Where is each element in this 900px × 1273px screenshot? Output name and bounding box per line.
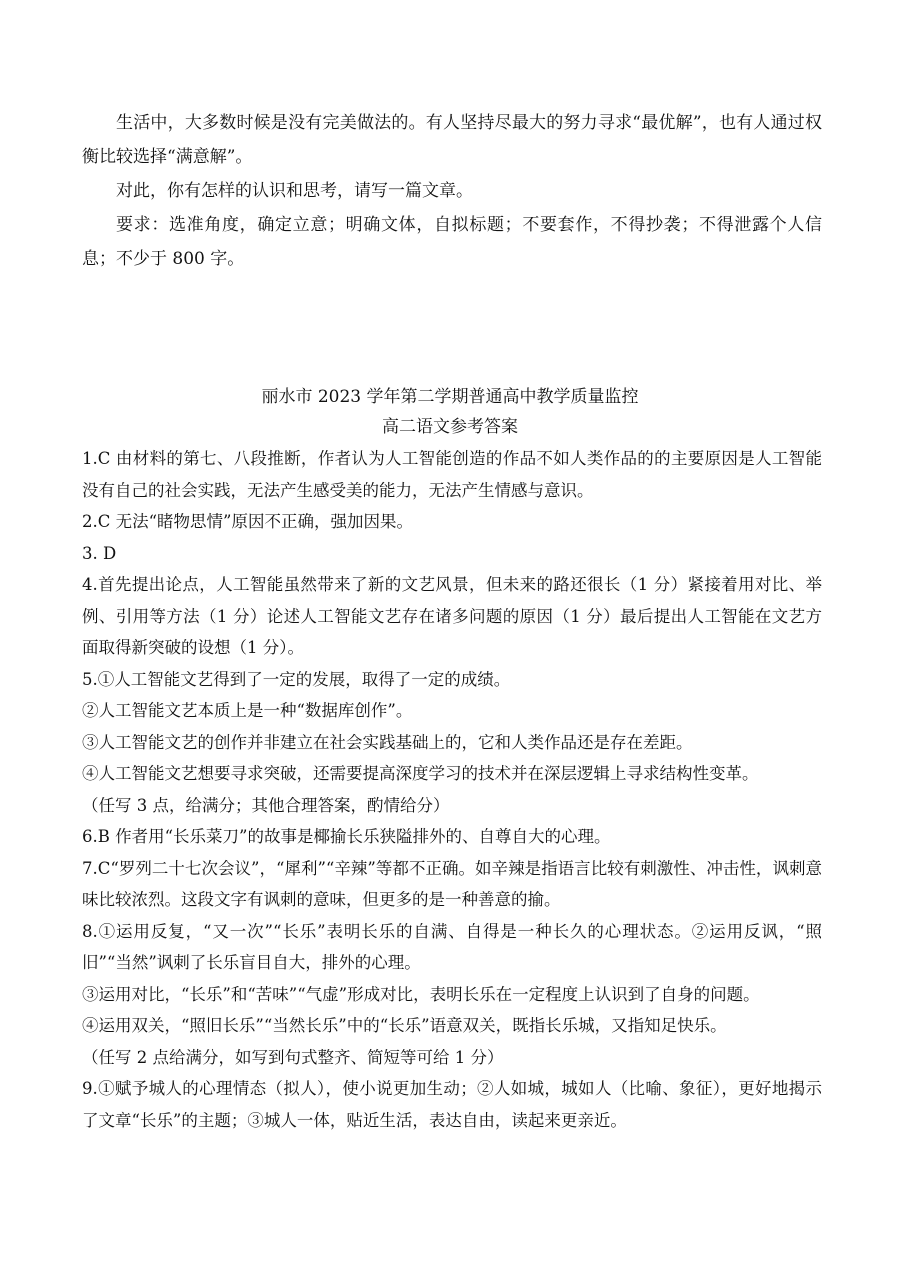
answer-note: （任写 2 点给满分，如写到句式整齐、简短等可给 1 分）: [82, 1047, 504, 1067]
answer-item: ④人工智能文艺想要寻求突破，还需要提高深度学习的技术并在深层逻辑上寻求结构性变革。: [82, 764, 759, 783]
answer-item: 7.C“罗列二十七次会议”，“犀利”“辛辣”等都不正确。如辛辣是指语言比较有刺激性、冲击性，讽刺意味比较浓烈。这段文字有讽刺的意味，但更多的是一种善意的揄。: [82, 858, 822, 909]
answer-list: [82, 443, 822, 1136]
answer-item: 9.①赋予城人的心理情态（拟人），使小说更加生动；②人如城，城如人（比喻、象征），更好地揭示了文章“长乐”的主题；③城人一体，贴近生活，表达自由，读起来更亲近。: [82, 1079, 822, 1130]
essay-prompt: [82, 106, 822, 276]
answer-item: 1.C 由材料的第七、八段推断，作者认为人工智能创造的作品不如人类作品的的主要原因是人工智能没有自己的社会实践，无法产生感受美的能力，无法产生情感与意识。: [82, 449, 822, 500]
answer-item: ③人工智能文艺的创作并非建立在社会实践基础上的，它和人类作品还是存在差距。: [82, 732, 693, 752]
prompt-paragraph: 生活中，大多数时候是没有完美做法的。有人坚持尽最大的努力寻求“最优解”，也有人通过权衡比较选择“满意解”。: [82, 113, 822, 167]
answer-note: （任写 3 点，给满分；其他合理答案，酌情给分）: [82, 795, 450, 815]
prompt-paragraph: 对此，你有怎样的认识和思考，请写一篇文章。: [116, 181, 473, 201]
answer-item: 5.①人工智能文艺得到了一定的发展，取得了一定的成绩。: [82, 669, 511, 689]
answer-key-heading: [0, 382, 900, 442]
prompt-requirements: 要求：选准角度，确定立意；明确文体，自拟标题；不要套作，不得抄袭；不得泄露个人信息；不少于 800 字。: [82, 215, 822, 269]
answer-item: ④运用双关，“照旧长乐”“当然长乐”中的“长乐”语意双关，既指长乐城，又指知足快乐。: [82, 1016, 727, 1035]
answer-key-title: 高二语文参考答案: [382, 417, 518, 437]
answer-item: 2.C 无法“睹物思情”原因不正确，强加因果。: [82, 512, 413, 531]
answer-item: 6.B 作者用“长乐菜刀”的故事是椰揄长乐狭隘排外的、自尊自大的心理。: [82, 827, 611, 846]
answer-item: 8.①运用反复，“又一次”“长乐”表明长乐的自满、自得是一种长久的心理状态。②运用反讽，“照旧”“当然”讽刺了长乐盲目自大，排外的心理。: [82, 921, 822, 972]
exam-title: 丽水市 2023 学年第二学期普通高中教学质量监控: [261, 387, 639, 407]
answer-item: 3. D: [82, 543, 117, 563]
answer-item: 4.首先提出论点，人工智能虽然带来了新的文艺风景，但未来的路还很长（1 分）紧接着用对比、举例、引用等方法（1 分）论述人工智能文艺存在诸多问题的原因（1 分）最后提出人工智能在文艺方面取得新突破的设想（1 分）。: [82, 575, 822, 657]
answer-item: ②人工智能文艺本质上是一种“数据库创作”。: [82, 701, 413, 720]
answer-item: ③运用对比，“长乐”和“苦味”“气虚”形成对比，表明长乐在一定程度上认识到了自身的问题。: [82, 984, 760, 1004]
